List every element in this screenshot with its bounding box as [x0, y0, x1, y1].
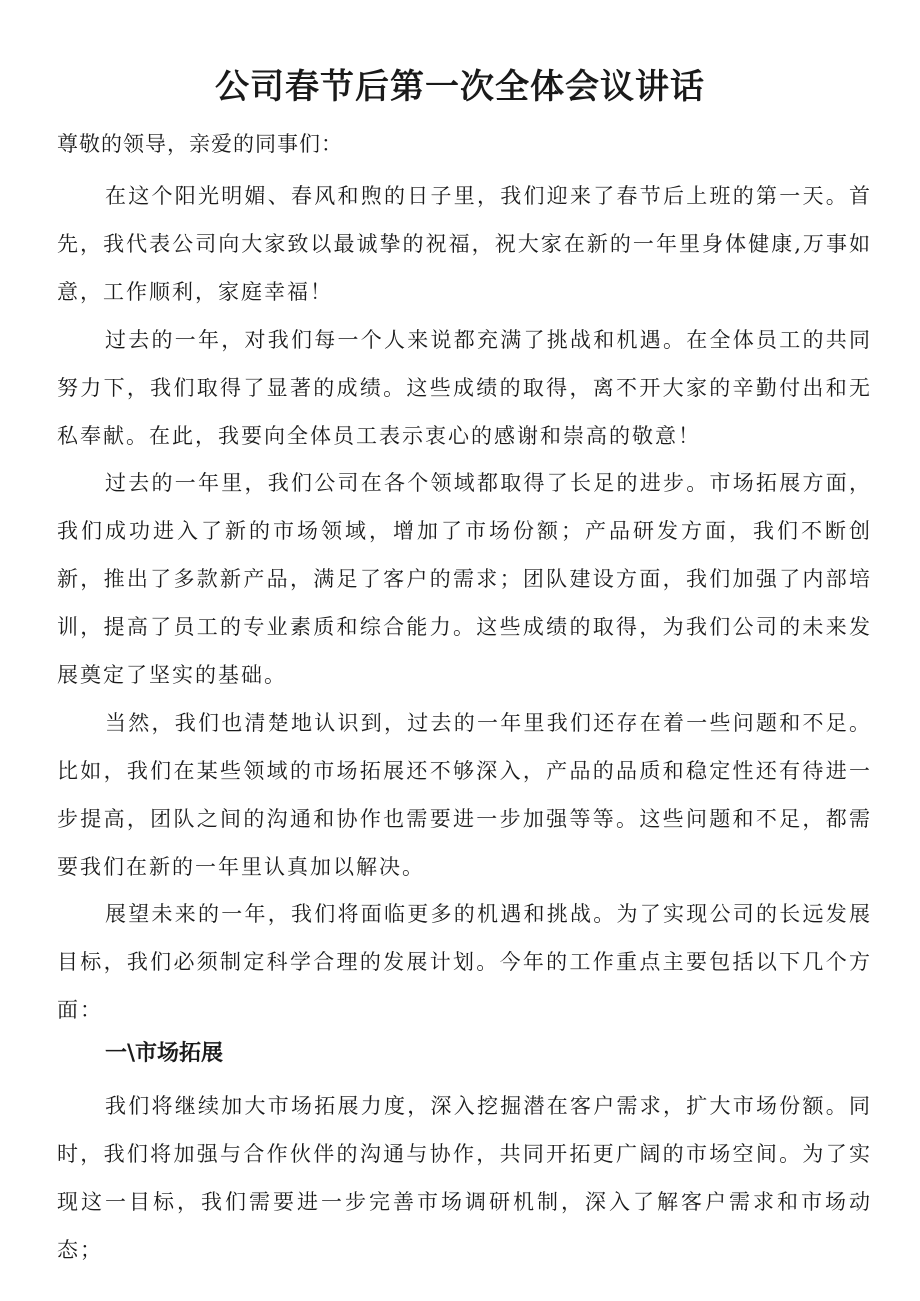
paragraph-market-expansion: 我们将继续加大市场拓展力度，深入挖掘潜在客户需求，扩大市场份额。同时，我们将加强与合作伙伴的沟通与协作，共同开拓更广阔的市场空间。为了实现这一目标，我们需要进一步完善市场调研机制，深入了解客户需求和市场动态；	[57, 1094, 872, 1262]
paragraph-problems: 当然，我们也清楚地认识到，过去的一年里我们还存在着一些问题和不足。比如，我们在某些领域的市场拓展还不够深入，产品的品质和稳定性还有待进一步提高，团队之间的沟通和协作也需要进一步加强等等。这些问题和不足，都需要我们在新的一年里认真加以解决。	[57, 711, 872, 879]
section-heading-market-expansion: 一\市场拓展	[105, 1041, 224, 1066]
paragraph-outlook: 展望未来的一年，我们将面临更多的机遇和挑战。为了实现公司的长远发展目标，我们必须制定科学合理的发展计划。今年的工作重点主要包括以下几个方面：	[57, 902, 872, 1022]
salutation: 尊敬的领导，亲爱的同事们：	[57, 132, 343, 156]
paragraph-past-year: 过去的一年，对我们每一个人来说都充满了挑战和机遇。在全体员工的共同努力下，我们取得了显著的成绩。这些成绩的取得，离不开大家的辛勤付出和无私奉献。在此，我要向全体员工表示衷心的感谢和崇高的敬意！	[57, 328, 872, 448]
paragraph-greeting: 在这个阳光明媚、春风和煦的日子里，我们迎来了春节后上班的第一天。首先，我代表公司向大家致以最诚挚的祝福，祝大家在新的一年里身体健康,万事如意，工作顺利，家庭幸福！	[57, 184, 872, 304]
paragraph-achievements: 过去的一年里，我们公司在各个领域都取得了长足的进步。市场拓展方面，我们成功进入了新的市场领域，增加了市场份额；产品研发方面，我们不断创新，推出了多款新产品，满足了客户的需求；团队建设方面，我们加强了内部培训，提高了员工的专业素质和综合能力。这些成绩的取得，为我们公司的未来发展奠定了坚实的基础。	[57, 471, 872, 687]
document-title: 公司春节后第一次全体会议讲话	[215, 67, 705, 107]
